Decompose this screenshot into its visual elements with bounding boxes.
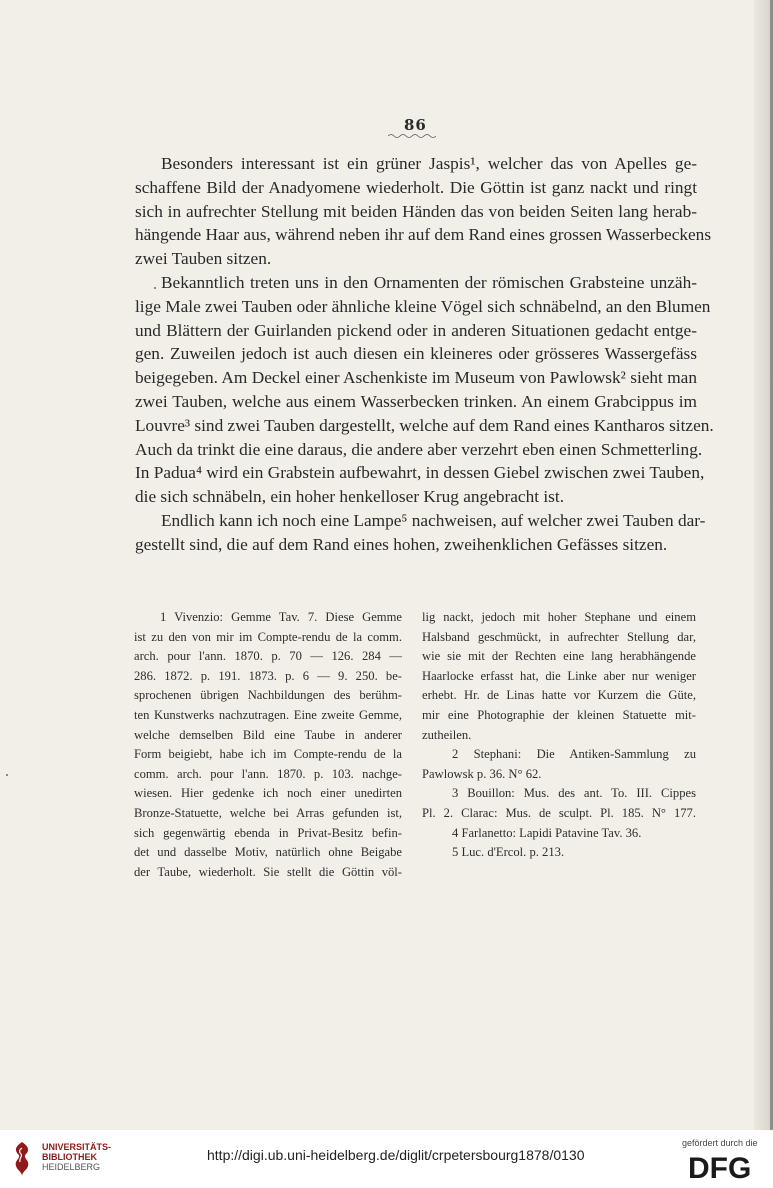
text-line: zwei Tauben, welche aus einem Wasserbecken trinken. An einem Grabcippus im: [135, 391, 697, 411]
footnote-line: zutheilen.: [422, 727, 472, 742]
page-number: 86: [404, 116, 427, 134]
footnote-line: lig nackt, jedoch mit hoher Stephane und einem: [422, 610, 696, 624]
text-line: Auch da trinkt die eine daraus, die andere aber verzehrt eben einen Schmetterling.: [135, 439, 703, 459]
footnote-line: wie sie mit der Rechten eine lang herabhängende: [422, 649, 696, 664]
dfg-logo: [688, 1152, 764, 1182]
footnote-line: comm. arch. pour l'ann. 1870. p. 103. nachge-: [134, 766, 402, 781]
footnote-line: sprochenen übrigen Nachbildungen des berühm-: [134, 688, 402, 703]
footnote-line: ist zu den von mir im Compte-rendu de la comm.: [134, 629, 402, 644]
footnote-line: welche demselben Bild eine Taube in anderer: [134, 727, 402, 742]
footnote-line: ten Kunstwerks nachzutragen. Eine zweite Gemme,: [134, 707, 402, 722]
main-body-text: [135, 152, 714, 557]
text-line: beigegeben. Am Deckel einer Aschenkiste im Museum von Pawlowsk² sieht man: [135, 368, 697, 388]
library-name-line: HEIDELBERG: [42, 1162, 101, 1172]
footnote-line: Halsband geschmückt, in aufrechter Stellung dar,: [422, 629, 696, 644]
footnote-line: det und dasselbe Motiv, natürlich ohne Beigabe: [134, 845, 402, 860]
library-name-line: UNIVERSITÄTS-: [42, 1142, 112, 1152]
footnote-line: Pl. 2. Clarac: Mus. de sculpt. Pl. 185. N° 177.: [422, 805, 696, 820]
permalink-url-link[interactable]: http://digi.ub.uni-heidelberg.de/diglit/crpetersbourg1878/0130: [207, 1147, 585, 1163]
footnote-line: Form beigiebt, habe ich im Compte-rendu de la: [134, 747, 402, 762]
text-line: In Padua⁴ wird ein Grabstein aufbewahrt, in dessen Giebel zwischen zwei Tauben,: [135, 463, 705, 483]
footnote-line: 5 Luc. d'Ercol. p. 213.: [452, 845, 565, 860]
footnote-line: sich gegenwärtig ebenda in Privat-Besitz befin-: [134, 825, 402, 840]
text-line: gen. Zuweilen jedoch ist auch diesen ein kleineres oder grösseres Wassergefäss: [135, 344, 697, 364]
text-line: Bekanntlich treten uns in den Ornamenten der römischen Grabsteine unzäh-: [161, 272, 697, 292]
page-number-ornament: [388, 133, 436, 139]
library-name-line: BIBLIOTHEK: [42, 1152, 97, 1162]
text-line: zwei Tauben sitzen.: [135, 249, 272, 269]
text-line: Louvre³ sind zwei Tauben dargestellt, welche auf dem Rand eines Kantharos sitzen.: [135, 415, 714, 435]
text-line: und Blättern der Guirlanden pickend oder in anderen Situationen gedacht entge-: [135, 320, 697, 340]
footnote-line: wiesen. Hier gedenke ich noch einer unedirten: [134, 786, 402, 801]
footnote-line: erhebt. Hr. de Linas hatte vor Kurzem die Güte,: [422, 688, 696, 703]
text-line: hängende Haar aus, während neben ihr auf dem Rand eines grossen Wasserbeckens: [135, 225, 712, 245]
footnote-line: Haarlocke erfasst hat, die Linke aber nur weniger: [422, 668, 696, 683]
footnotes-right-column: [422, 608, 696, 863]
text-line: sich in aufrechter Stellung mit beiden Händen das von beiden Seiten lang herab-: [135, 201, 697, 221]
footnote-line: 1 Vivenzio: Gemme Tav. 7. Diese Gemme: [160, 610, 402, 624]
ink-speck: [154, 287, 156, 289]
sponsor-label: gefördert durch die: [682, 1138, 758, 1148]
footnote-line: 4 Farlanetto: Lapidi Patavine Tav. 36.: [452, 825, 642, 840]
page-edge-shadow: [754, 0, 770, 1130]
footnote-line: 286. 1872. p. 191. 1873. p. 6 — 9. 250. be-: [134, 668, 402, 683]
university-library-logo-icon: [8, 1140, 36, 1178]
text-line: die sich schnäbeln, ein hoher henkelloser Krug angebracht ist.: [135, 487, 565, 507]
footnote-line: der Taube, wiederholt. Sie stellt die Göttin völ-: [134, 864, 402, 879]
text-line: Endlich kann ich noch eine Lampe⁵ nachweisen, auf welcher zwei Tauben dar-: [161, 510, 706, 530]
footnote-line: mir eine Photographie der kleinen Statuette mit-: [422, 707, 696, 722]
footnotes-left-column: [134, 608, 402, 882]
footnote-line: Bronze-Statuette, welche bei Arras gefunden ist,: [134, 805, 402, 820]
footnote-line: Pawlowsk p. 36. N° 62.: [422, 766, 542, 781]
text-line: gestellt sind, die auf dem Rand eines hohen, zweihenklichen Gefässes sitzen.: [135, 534, 668, 554]
text-line: schaffene Bild der Anadyomene wiederholt. Die Göttin ist ganz nackt und ringt: [135, 177, 697, 197]
university-library-name: [42, 1142, 111, 1172]
dfg-logo-text: DFG: [688, 1152, 752, 1182]
footnote-line: arch. pour l'ann. 1870. p. 70 — 126. 284 —: [134, 649, 402, 664]
digitization-footer: [0, 1130, 773, 1188]
text-line: Besonders interessant ist ein grüner Jaspis¹, welcher das von Apelles ge-: [161, 154, 697, 173]
footnote-line: 2 Stephani: Die Antiken-Sammlung zu: [452, 747, 696, 762]
text-line: lige Male zwei Tauben oder ähnliche kleine Vögel sich schnäbelnd, an den Blumen: [135, 296, 711, 316]
ink-speck: [6, 774, 8, 776]
footnote-line: 3 Bouillon: Mus. des ant. To. III. Cippes: [452, 786, 696, 801]
